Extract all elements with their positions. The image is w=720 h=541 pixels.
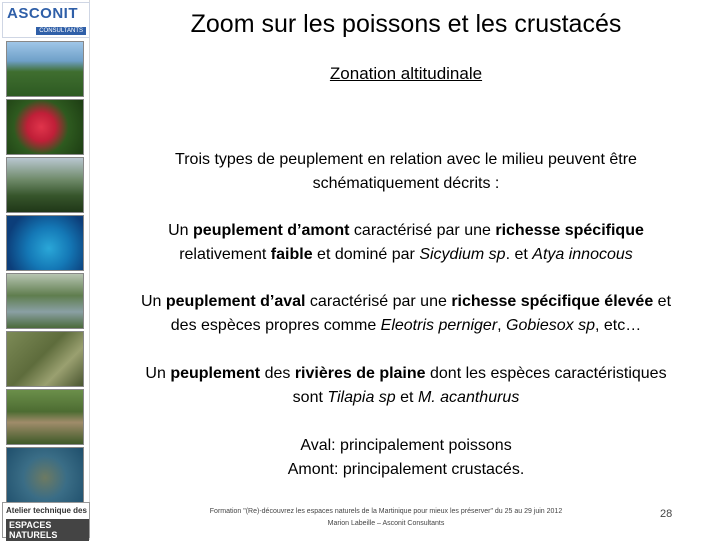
photo-river	[6, 273, 84, 329]
aval-paragraph	[96, 290, 716, 338]
sidebar	[0, 0, 90, 540]
logo-subtext: CONSULTANTS	[36, 27, 86, 35]
aval-t4: des espèces propres comme	[170, 317, 381, 334]
photo-iguana	[6, 331, 84, 387]
amont-b3: faible	[270, 246, 313, 263]
photo-rainforest	[6, 157, 84, 213]
photo-coastline	[6, 41, 84, 97]
amont-b2: richesse spécifique	[495, 222, 644, 239]
plaine-paragraph	[96, 362, 716, 410]
slide-content	[96, 0, 716, 540]
summary-aval: Aval: principalement poissons	[300, 437, 512, 454]
plaine-t4: sont	[292, 389, 328, 406]
aval-t1: Un	[140, 293, 166, 310]
amont-i2: Atya innocous	[532, 246, 633, 263]
summary-paragraph	[96, 434, 716, 482]
atelier-logo	[2, 502, 90, 538]
footer-line-2: Marion Labeille – Asconit Consultants	[327, 520, 445, 527]
slide-footer	[166, 506, 606, 530]
aval-t2: caractérisé par une	[305, 293, 452, 310]
photo-sea-turtle	[6, 447, 84, 503]
intro-line-1: Trois types de peuplement en relation avec le milieu peuvent être	[175, 151, 637, 168]
atelier-line2: ESPACES NATURELS	[6, 519, 89, 541]
photo-red-flower	[6, 99, 84, 155]
plaine-t1: Un	[145, 365, 171, 382]
aval-t5: ,	[497, 317, 507, 334]
amont-b1: peuplement d’amont	[193, 222, 350, 239]
aval-i1: Eleotris perniger	[380, 317, 498, 334]
logo-text: ASCONIT	[7, 5, 78, 22]
atelier-line1: Atelier technique des	[6, 506, 87, 515]
plaine-b2: rivières de plaine	[294, 365, 426, 382]
slide-subtitle: Zonation altitudinale	[329, 64, 483, 83]
amont-t5: . et	[505, 246, 533, 263]
photo-coral-reef	[6, 215, 84, 271]
plaine-t2: des	[260, 365, 295, 382]
amont-t1: Un	[168, 222, 194, 239]
plaine-i1: Tilapia sp	[327, 389, 396, 406]
amont-t4: et dominé par	[312, 246, 420, 263]
plaine-t3: dont les espèces caractéristiques	[425, 365, 667, 382]
asconit-logo	[2, 2, 90, 38]
amont-paragraph	[96, 219, 716, 267]
aval-b1: peuplement d’aval	[165, 293, 306, 310]
footer-line-1: Formation "(Re)-découvrez les espaces naturels de la Martinique pour mieux les préserver" du 25 au 29 juin 2012	[209, 508, 563, 515]
photo-boardwalk	[6, 389, 84, 445]
plaine-b1: peuplement	[170, 365, 261, 382]
plaine-i2: M. acanthurus	[417, 389, 520, 406]
slide-title: Zoom sur les poissons et les crustacés	[190, 10, 622, 38]
aval-i2: Gobiesox sp	[506, 317, 595, 334]
amont-i1: Sicydium sp	[419, 246, 506, 263]
aval-b2: richesse spécifique élevée	[451, 293, 654, 310]
page-number: 28	[660, 508, 673, 520]
intro-line-2: schématiquement décrits :	[312, 175, 500, 192]
amont-t2: caractérisé par une	[349, 222, 496, 239]
plaine-t5: et	[395, 389, 418, 406]
summary-amont: Amont: principalement crustacés.	[287, 461, 525, 478]
aval-t3: et	[653, 293, 672, 310]
intro-paragraph	[96, 148, 716, 196]
amont-t3: relativement	[179, 246, 271, 263]
aval-t6: , etc…	[594, 317, 642, 334]
